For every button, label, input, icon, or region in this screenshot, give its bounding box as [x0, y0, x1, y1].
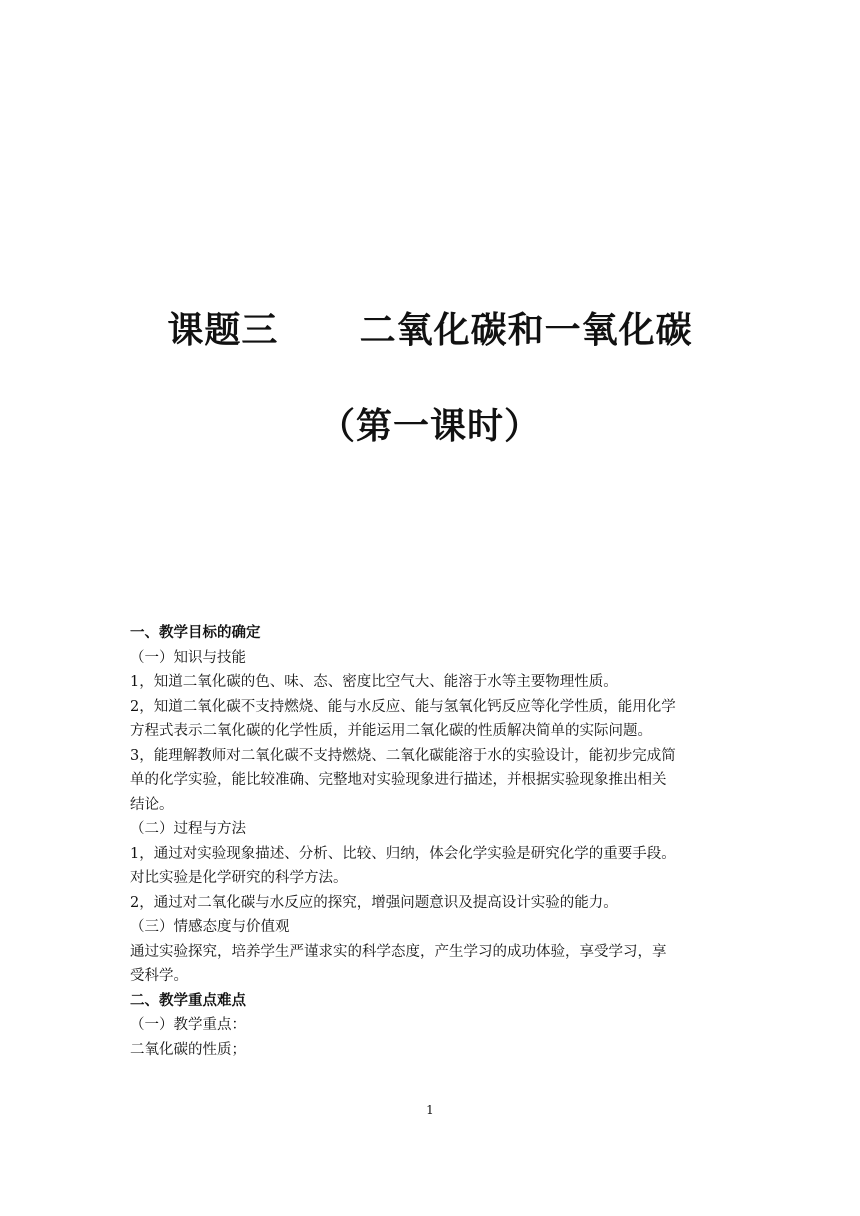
- document-body: [130, 621, 730, 1062]
- paragraph-line: 1，知道二氧化碳的色、味、态、密度比空气大、能溶于水等主要物理性质。: [130, 674, 618, 690]
- paragraph-line: 结论。: [130, 796, 174, 813]
- document-title: 课题三 二氧化碳和一氧化碳: [167, 309, 693, 351]
- paragraph-line: 3，能理解教师对二氧化碳不支持燃烧、二氧化碳能溶于水的实验设计，能初步完成简: [130, 747, 676, 764]
- section-heading: 二、教学重点难点: [130, 991, 246, 1009]
- paragraph-line: 二氧化碳的性质；: [130, 1041, 246, 1058]
- subsection-heading: （一）知识与技能: [130, 649, 246, 666]
- paragraph-line: 通过实验探究，培养学生严谨求实的科学态度，产生学习的成功体验，享受学习，享: [130, 943, 667, 960]
- paragraph-line: 2，知道二氧化碳不支持燃烧、能与水反应、能与氢氧化钙反应等化学性质，能用化学: [130, 698, 676, 715]
- document-subtitle: （第一课时）: [318, 405, 541, 447]
- page-number: 1: [426, 1103, 434, 1117]
- section-heading: 一、教学目标的确定: [130, 624, 261, 641]
- paragraph-line: 受科学。: [130, 968, 188, 984]
- paragraph-line: 1，通过对实验现象描述、分析、比较、归纳，体会化学实验是研究化学的重要手段。: [130, 845, 676, 862]
- subsection-heading: （一）教学重点：: [130, 1017, 246, 1033]
- paragraph-line: 单的化学实验，能比较准确、完整地对实验现象进行描述，并根据实验现象推出相关: [130, 772, 667, 788]
- paragraph-line: 对比实验是化学研究的科学方法。: [130, 870, 348, 886]
- subsection-heading: （三）情感态度与价值观: [130, 919, 290, 935]
- paragraph-line: 方程式表示二氧化碳的化学性质，并能运用二氧化碳的性质解决简单的实际问题。: [130, 723, 652, 739]
- paragraph-line: 2，通过对二氧化碳与水反应的探究，增强问题意识及提高设计实验的能力。: [130, 894, 618, 911]
- subsection-heading: （二）过程与方法: [130, 821, 246, 837]
